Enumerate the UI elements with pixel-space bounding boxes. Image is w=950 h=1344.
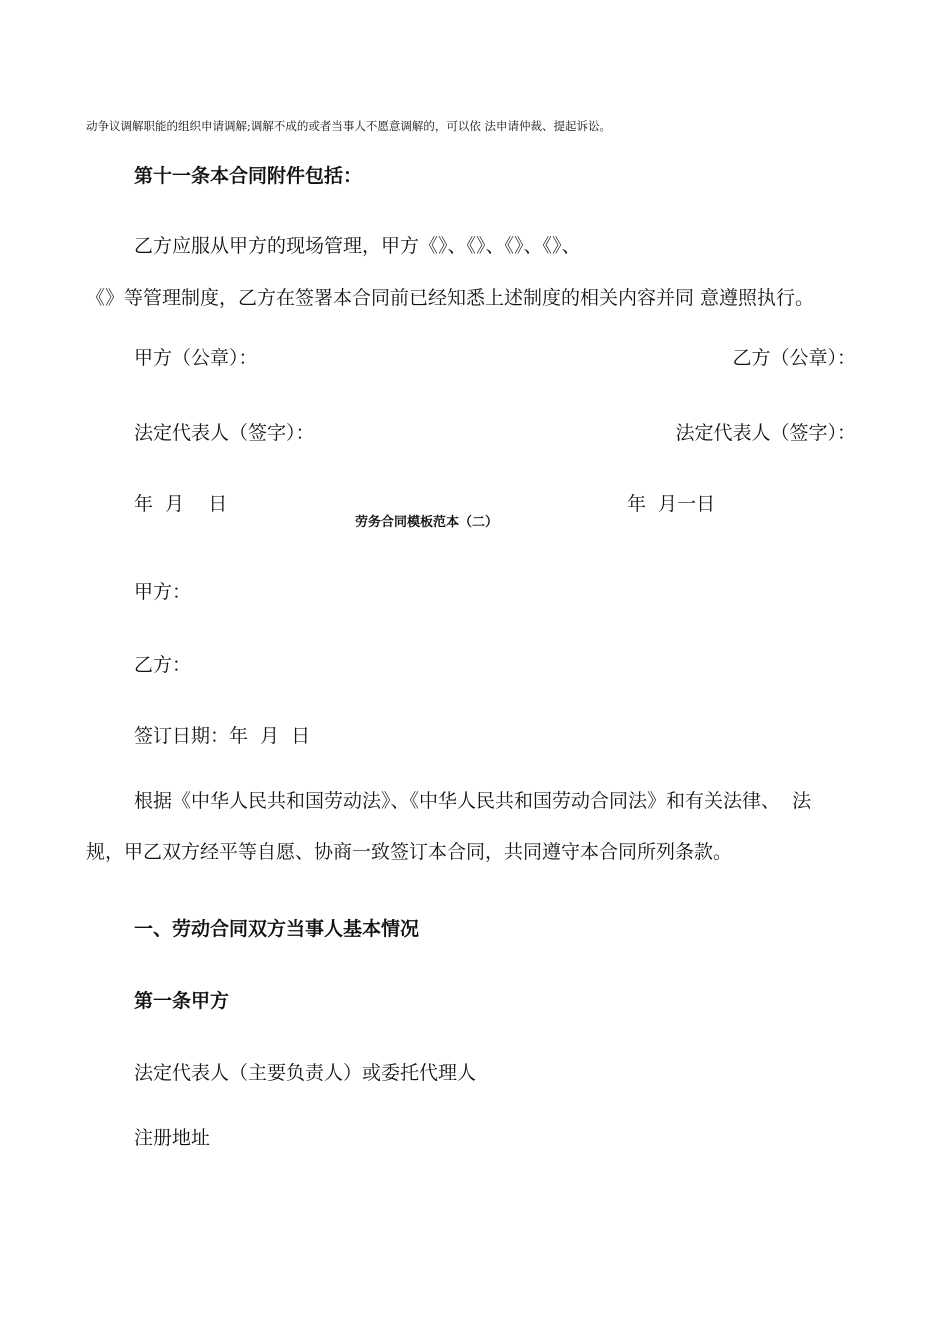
registered-address-label: 注册地址 xyxy=(134,1127,211,1149)
section1-title: 一、劳动合同双方当事人基本情况 xyxy=(134,918,420,940)
party-a-seal-label: 甲方（公章）： xyxy=(134,347,258,369)
rules-paragraph-line1: 乙方应服从甲方的现场管理，甲方《》、《》、《》、《》、 xyxy=(134,235,581,257)
legal-rep-a-label: 法定代表人（签字）： xyxy=(134,422,315,444)
article1-title: 第一条甲方 xyxy=(134,990,230,1012)
rules-paragraph-line2: 《》等管理制度，乙方在签署本合同前已经知悉上述制度的相关内容并同 意遵照执行。 xyxy=(86,287,815,309)
date-a: 年 月 日 xyxy=(134,493,228,515)
sign-date-label: 签订日期：年 月 日 xyxy=(134,725,311,747)
header-fragment: 动争议调解职能的组织申请调解;调解不成的或者当事人不愿意调解的，可以依 法申请仲裁、提起诉讼。 xyxy=(86,119,612,133)
party-b-label: 乙方： xyxy=(134,654,192,676)
template2-title: 劳务合同模板范本（二） xyxy=(355,515,499,530)
article11-title: 第十一条本合同附件包括： xyxy=(134,165,363,187)
intro-paragraph-line2: 规，甲乙双方经平等自愿、协商一致签订本合同，共同遵守本合同所列条款。 xyxy=(86,841,733,863)
intro-paragraph-line1: 根据《中华人民共和国劳动法》、《中华人民共和国劳动合同法》和有关法律、 法 xyxy=(134,790,812,812)
legal-rep-label: 法定代表人（主要负责人）或委托代理人 xyxy=(134,1062,477,1084)
party-a-label: 甲方： xyxy=(134,581,192,603)
legal-rep-b-label: 法定代表人（签字）： xyxy=(675,422,856,444)
party-b-seal-label: 乙方（公章）： xyxy=(732,347,856,369)
date-b: 年 月一日 xyxy=(627,493,716,515)
